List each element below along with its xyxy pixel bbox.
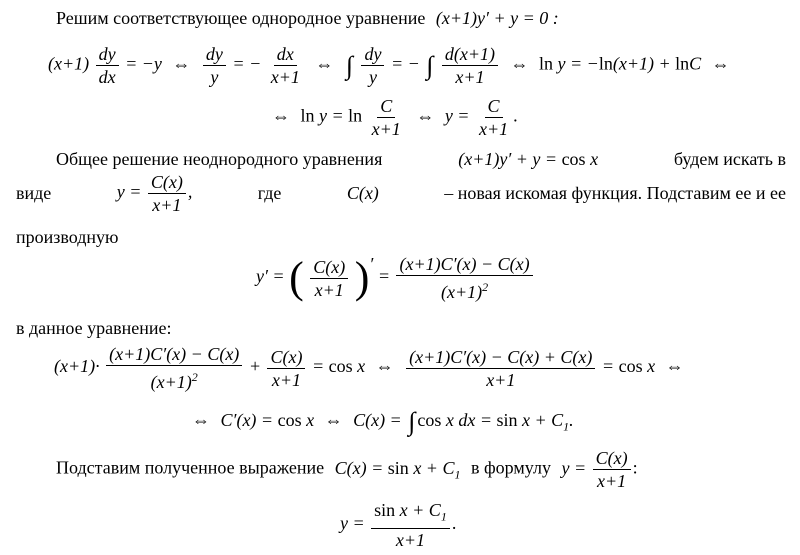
p4-text: производную [16, 227, 119, 247]
line-5: виде y = $\frac{C(x)}{x+1}$ , где C(x) – новая искомая функция. Подставим ее и ее [16, 172, 786, 215]
p2-suffix: будем искать в [673, 149, 786, 169]
line-4 [56, 149, 786, 170]
p6-prefix: Подставим полученное выражение [56, 457, 325, 478]
line-11: Подставим полученное выражение $C(x) = \sin x + C_1$ в формулу y = $\frac{C(x)}{x+1}$ : [56, 448, 638, 491]
p5-text: в данное уравнение: [16, 318, 172, 338]
line-10: ⇔ C′(x) = cos x ⇔ C(x) = ∫ cos x dx = $\sin x + C_1$. [192, 407, 574, 436]
line-2: (x+1) $\frac{dy}{dx}$ = −y ⇔ $\frac{dy}{y}$ = − $\frac{dx}{x+1}$ ⇔ ∫ $\frac{dy}{y}$ = − ∫ $\frac{d(x+1)}{x+1}$ ⇔ ln y = −ln(x+1) + lnC ⇔ [48, 44, 730, 87]
line-3: ⇔ ln y = ln $\frac{C}{x+1}$ ⇔ y = $\frac{C}{x+1}$ . [272, 96, 518, 139]
line-12: y = $\frac{\sin x + C_1}{x+1}$ . [340, 500, 457, 550]
line-6 [16, 227, 118, 248]
p2-text: Общее решение неоднородного уравнения [56, 149, 383, 169]
p3-gde: где [257, 183, 282, 203]
line-8 [16, 318, 172, 339]
frac-dy-dx: $\frac{dy}{dx}$ [96, 44, 119, 87]
line-1 [56, 8, 559, 29]
eq-inhomogeneous: (x+1)y′ + y = cos x [458, 149, 599, 169]
p1-text: Решим соответствующее однородное уравнение [56, 8, 426, 28]
line-9: (x+1)· $\frac{(x+1)C'(x) - C(x)}{(x+1)^2}$ + $\frac{C(x)}{x+1}$ = cos x ⇔ $\frac{(x+1)C'(x) - C(x) + C(x)}{x+1}$ = cos x ⇔ [54, 344, 684, 392]
p3-rest: – новая искомая функция. Подставим ее и ее [444, 183, 786, 203]
p3-vide: виде [16, 183, 52, 203]
p6-mid: в формулу [470, 457, 551, 478]
eq-homogeneous: (x+1)y′ + y = 0 : [435, 8, 559, 28]
line-7: y′ = ( $\frac{C(x)}{x+1}$ )′ = $\frac{(x+1)C'(x) - C(x)}{(x+1)^2}$ [256, 254, 535, 302]
